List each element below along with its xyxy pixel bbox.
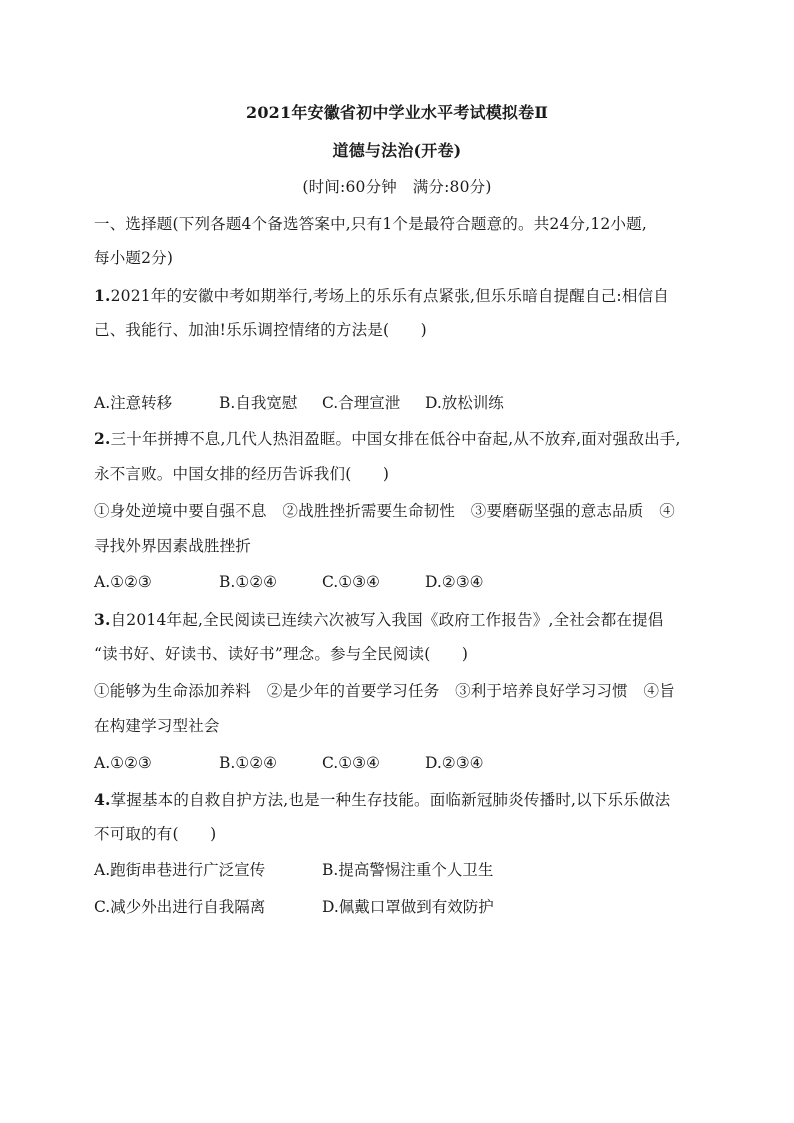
question-2-statements-line-1: ①身处逆境中要自强不息 ②战胜挫折需要生命韧性 ③要磨砺坚强的意志品质 ④ — [94, 502, 675, 520]
question-4-option-c[interactable]: C.减少外出进行自我隔离 — [94, 898, 266, 916]
question-3-option-d[interactable]: D.②③④ — [425, 754, 484, 772]
section-instruction-line-1: 一、选择题(下列各题4个备选答案中,只有1个是最符合题意的。共24分,12小题, — [94, 215, 647, 233]
question-3-statements-line-2: 在构建学习型社会 — [94, 717, 220, 735]
question-2-text-1: 三十年拼搏不息,几代人热泪盈眶。中国女排在低谷中奋起,从不放弃,面对强敌出手, — [110, 430, 681, 448]
question-3-number: 3. — [94, 610, 111, 629]
question-3-line-1 — [94, 610, 664, 630]
question-1-text-1: 2021年的安徽中考如期举行,考场上的乐乐有点紧张,但乐乐暗自提醒自己:相信自 — [110, 287, 669, 305]
exam-info: (时间:60分钟 满分:80分) — [302, 178, 492, 196]
question-3-text-1: 自2014年起,全民阅读已连续六次被写入我国《政府工作报告》,全社会都在提倡 — [110, 611, 664, 629]
question-3-statements-line-1: ①能够为生命添加养料 ②是少年的首要学习任务 ③利于培养良好学习习惯 ④旨 — [94, 682, 675, 700]
question-1-option-d[interactable]: D.放松训练 — [425, 394, 504, 412]
question-2-option-c[interactable]: C.①③④ — [322, 573, 380, 591]
question-3-option-b[interactable]: B.①②④ — [219, 754, 278, 772]
question-3-line-2: “读书好、好读书、读好书”理念。参与全民阅读( ) — [94, 645, 469, 663]
question-4-option-a[interactable]: A.跑街串巷进行广泛宣传 — [94, 861, 266, 879]
question-4-option-b[interactable]: B.提高警惕注重个人卫生 — [322, 861, 494, 879]
question-1-line-1 — [94, 286, 669, 306]
question-4-option-d[interactable]: D.佩戴口罩做到有效防护 — [322, 898, 494, 916]
question-2-line-1 — [94, 429, 681, 449]
question-4-number: 4. — [94, 790, 111, 809]
exam-title: 2021年安徽省初中学业水平考试模拟卷Ⅱ — [245, 103, 549, 122]
question-4-line-2: 不可取的有( ) — [94, 825, 217, 843]
question-2-statements-line-2: 寻找外界因素战胜挫折 — [94, 537, 252, 555]
question-2-option-b[interactable]: B.①②④ — [219, 573, 278, 591]
question-3-option-a[interactable]: A.①②③ — [94, 754, 152, 772]
question-1-option-b[interactable]: B.自我宽慰 — [219, 394, 298, 412]
question-1-option-c[interactable]: C.合理宣泄 — [322, 394, 401, 412]
question-4-line-1 — [94, 790, 670, 810]
question-2-number: 2. — [94, 429, 111, 448]
question-2-option-d[interactable]: D.②③④ — [425, 573, 484, 591]
question-1-number: 1. — [94, 286, 111, 305]
section-instruction-line-2: 每小题2分) — [94, 249, 174, 267]
question-3-option-c[interactable]: C.①③④ — [322, 754, 380, 772]
question-2-option-a[interactable]: A.①②③ — [94, 573, 152, 591]
question-2-line-2: 永不言败。中国女排的经历告诉我们( ) — [94, 465, 390, 483]
question-1-line-2: 己、我能行、加油!乐乐调控情绪的方法是( ) — [94, 321, 427, 339]
exam-subtitle: 道德与法治(开卷) — [332, 141, 462, 160]
question-1-option-a[interactable]: A.注意转移 — [94, 394, 173, 412]
question-4-text-1: 掌握基本的自救自护方法,也是一种生存技能。面临新冠肺炎传播时,以下乐乐做法 — [110, 791, 671, 809]
